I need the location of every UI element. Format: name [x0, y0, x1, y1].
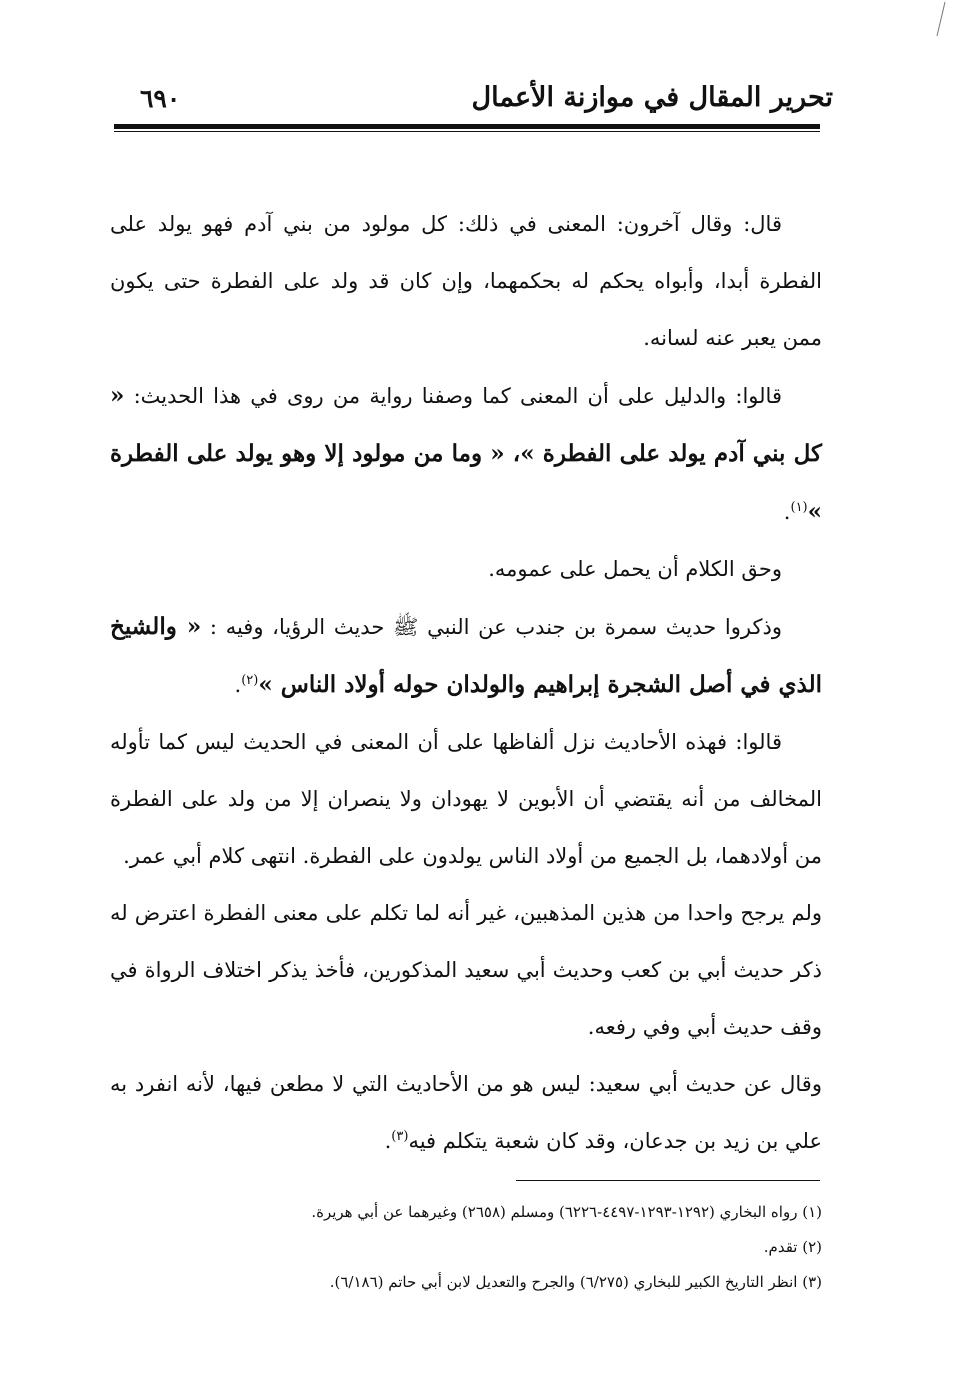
paragraph-5: قالوا: فهذه الأحاديث نزل ألفاظها على أن المعنى في الحديث ليس كما تأوله المخالف من أنه يقتضي أن الأبوين لا يهودان ولا ينصران إلا من ولد على الفطرة من أولادهما، بل الجميع من أولاد الناس يولدون على الفطرة. انتهى كلام أبي عمر. — [110, 730, 822, 868]
header-rule-thin — [114, 131, 820, 132]
header-rule — [114, 124, 820, 129]
hadith-quote: « كل بني آدم يولد على الفطرة »، « وما من مولود إلا وهو يولد على الفطرة » — [110, 382, 822, 525]
footnote-1: (١) رواه البخاري (١٢٩٢-١٢٩٣-٤٤٩٧-٦٢٢٦) ومسلم (٢٦٥٨) وغيرهما عن أبي هريرة. — [311, 1203, 822, 1221]
scan-mark — [935, 0, 947, 38]
running-title: تحرير المقال في موازنة الأعمال — [471, 82, 833, 113]
footnote-ref: (٣) — [391, 1129, 409, 1144]
footnotes — [110, 1195, 822, 1300]
footnote-ref: (٢) — [241, 673, 259, 688]
paragraph-1: قال: وقال آخرون: المعنى في ذلك: كل مولود من بني آدم فهو يولد على الفطرة أبدا، وأبواه يحكم له بحكمهما، وإن كان قد ولد على الفطرة حتى يكون ممن يعبر عنه لسانه. — [110, 212, 822, 350]
paragraph-6: ولم يرجح واحدا من هذين المذهبين، غير أنه لما تكلم على معنى الفطرة اعترض له ذكر حديث أبي بن كعب وحديث أبي سعيد المذكورين، فأخذ يذكر اختلاف الرواة في وقف حديث أبي وفي رفعه. — [110, 901, 822, 1039]
paragraph-3: وحق الكلام أن يحمل على عمومه. — [488, 557, 782, 581]
footnote-3: (٣) انظر التاريخ الكبير للبخاري (٦/٢٧٥) والجرح والتعديل لابن أبي حاتم (٦/١٨٦). — [329, 1273, 822, 1291]
hadith-quote: « والشيخ الذي في أصل الشجرة إبراهيم والولدان حوله أولاد الناس » — [110, 613, 822, 698]
page-number: ٦٩٠ — [140, 84, 181, 113]
footnote-2: (٢) تقدم. — [763, 1238, 822, 1256]
footnote-separator — [516, 1180, 820, 1181]
main-text — [110, 196, 822, 1170]
paragraph-2: قالوا: والدليل على أن المعنى كما وصفنا رواية من روى في هذا الحديث: « كل بني آدم يولد على الفطرة »، « وما من مولود إلا وهو يولد على الفطرة »$^{(١)}$. — [110, 382, 822, 525]
paragraph-7: وقال عن حديث أبي سعيد: ليس هو من الأحاديث التي لا مطعن فيها، لأنه انفرد به علي بن زيد بن جدعان، وقد كان شعبة يتكلم فيه$^{(٣)}$. — [110, 1072, 822, 1153]
footnote-ref: (١) — [790, 500, 808, 515]
paragraph-4: وذكروا حديث سمرة بن جندب عن النبي ﷺ حديث الرؤيا، وفيه : « والشيخ الذي في أصل الشجرة إبراهيم والولدان حوله أولاد الناس »$^{(٢)}$. — [110, 613, 822, 698]
